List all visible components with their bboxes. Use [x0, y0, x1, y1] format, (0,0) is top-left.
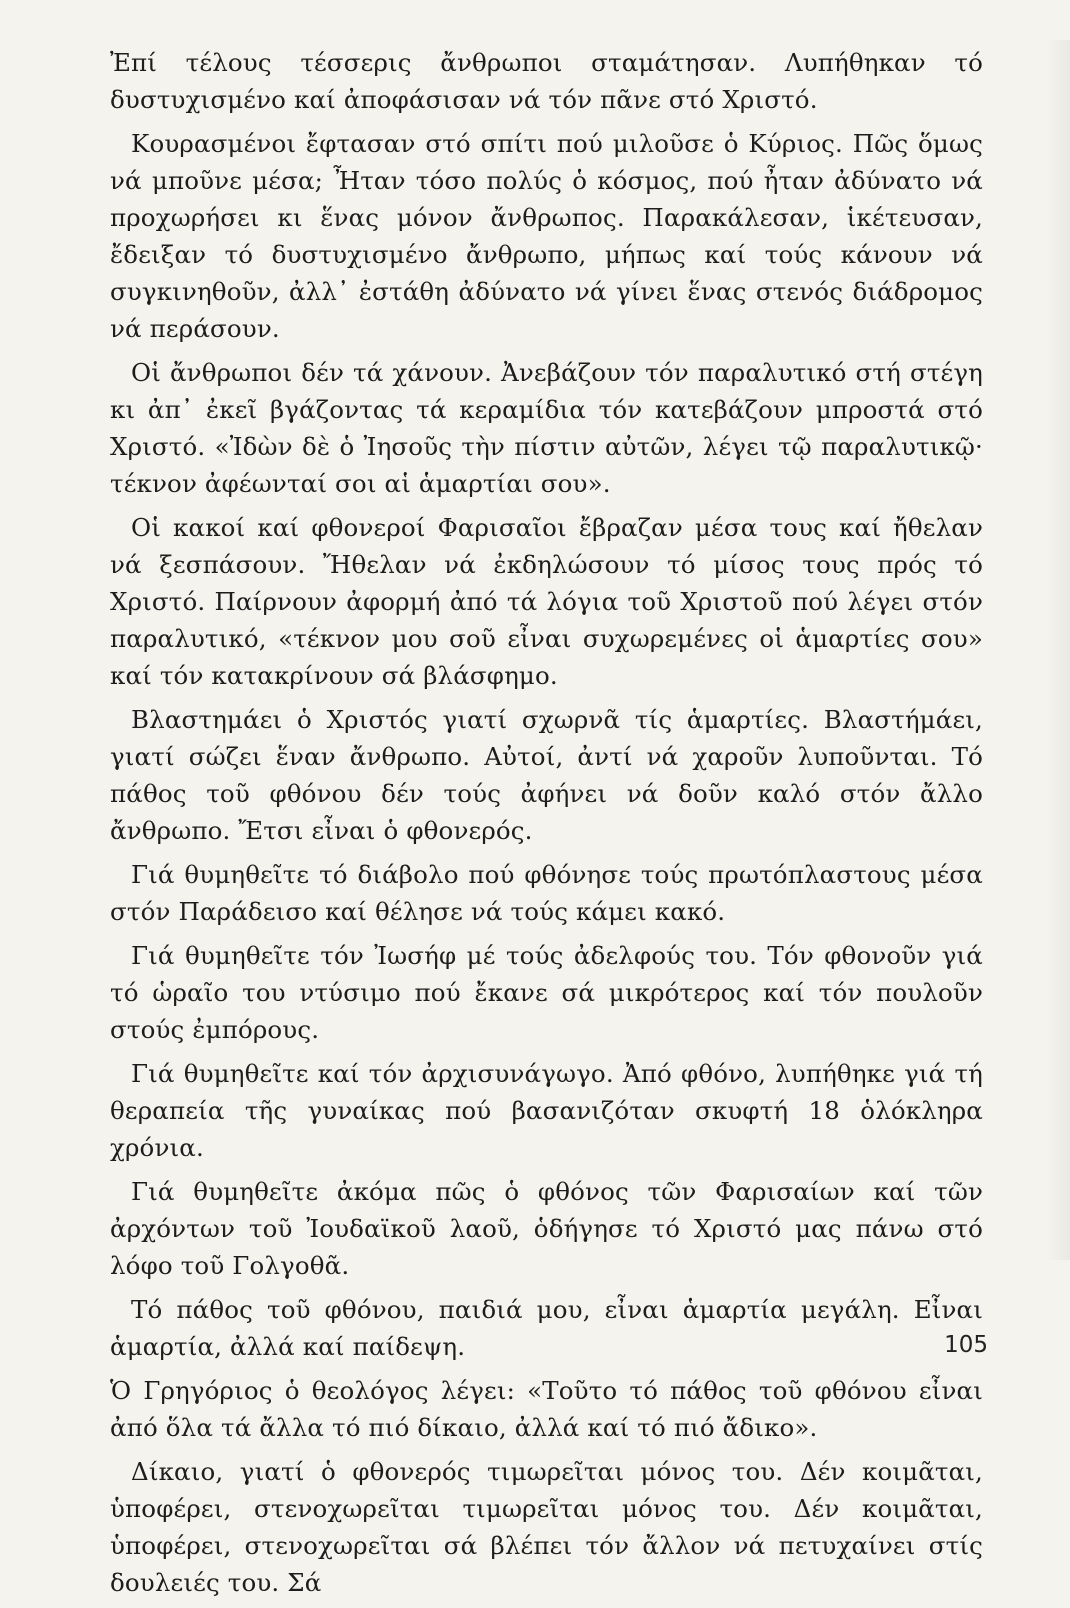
- paragraph: Κουρασμένοι ἔφτασαν στό σπίτι πού μιλοῦσε ὁ Κύριος. Πῶς ὅμως νά μποῦνε μέσα; Ἦταν τόσο πολύς ὁ κόσμος, πού ἦταν ἀδύνατο νά προχωρήσει κι ἕνας μόνον ἄνθρωπος. Παρακάλεσαν, ἱκέτευσαν, ἔδειξαν τό δυστυχισμένο ἄνθρωπο, μήπως καί τούς κάνουν νά συγκινηθοῦν, ἀλλ᾽ ἐστάθη ἀδύνατο νά γίνει ἕνας στενός διάδρομος νά περάσουν.: [110, 129, 983, 343]
- body-text: [110, 44, 983, 1608]
- paragraph: Τό πάθος τοῦ φθόνου, παιδιά μου, εἶναι ἁμαρτία μεγάλη. Εἶναι ἁμαρτία, ἀλλά καί παίδεψη.: [110, 1295, 983, 1361]
- paragraph: Οἱ κακοί καί φθονεροί Φαρισαῖοι ἔβραζαν μέσα τους καί ἤθελαν νά ξεσπάσουν. Ἤθελαν νά ἐκδηλώσουν τό μίσος τους πρός τό Χριστό. Παίρνουν ἀφορμή ἀπό τά λόγια τοῦ Χριστοῦ πού λέγει στόν παραλυτικό, «τέκνον μου σοῦ εἶναι συχωρεμένες οἱ ἁμαρτίες σου» καί τόν κατακρίνουν σά βλάσφημο.: [110, 513, 983, 690]
- paragraph: Γιά θυμηθεῖτε ἀκόμα πῶς ὁ φθόνος τῶν Φαρισαίων καί τῶν ἀρχόντων τοῦ Ἰουδαϊκοῦ λαοῦ, ὁδήγησε τό Χριστό μας πάνω στό λόφο τοῦ Γολγοθᾶ.: [110, 1177, 983, 1280]
- page-number: 105: [944, 1332, 988, 1358]
- paragraph: Οἱ ἄνθρωποι δέν τά χάνουν. Ἀνεβάζουν τόν παραλυτικό στή στέγη κι ἀπ᾽ ἐκεῖ βγάζοντας τά κεραμίδια τόν κατεβάζουν μπροστά στό Χριστό. «Ἰδὼν δὲ ὁ Ἰησοῦς τὴν πίστιν αὐτῶν, λέγει τῷ παραλυτικῷ· τέκνον ἀφέωνταί σοι αἱ ἁμαρτίαι σου».: [110, 358, 983, 498]
- page-edge-shadow: [1048, 40, 1070, 1260]
- paragraph: Ἐπί τέλους τέσσερις ἄνθρωποι σταμάτησαν. Λυπήθηκαν τό δυστυχισμένο καί ἀποφάσισαν νά τόν πᾶνε στό Χριστό.: [110, 48, 983, 114]
- paragraph: Γιά θυμηθεῖτε τό διάβολο πού φθόνησε τούς πρωτόπλαστους μέσα στόν Παράδεισο καί θέλησε νά τούς κάμει κακό.: [110, 860, 983, 926]
- paragraph: Βλαστημάει ὁ Χριστός γιατί σχωρνᾶ τίς ἁμαρτίες. Βλαστήμάει, γιατί σώζει ἕναν ἄνθρωπο. Αὐτοί, ἀντί νά χαροῦν λυποῦνται. Τό πάθος τοῦ φθόνου δέν τούς ἀφήνει νά δοῦν καλό στόν ἄλλο ἄνθρωπο. Ἔτσι εἶναι ὁ φθονερός.: [110, 705, 983, 845]
- paragraph: Δίκαιο, γιατί ὁ φθονερός τιμωρεῖται μόνος του. Δέν κοιμᾶται, ὑποφέρει, στενοχωρεῖται τιμωρεῖται μόνος του. Δέν κοιμᾶται, ὑποφέρει, στενοχωρεῖται σά βλέπει τόν ἄλλον νά πετυχαίνει στίς δουλειές του. Σά: [110, 1457, 983, 1597]
- paragraph: Γιά θυμηθεῖτε τόν Ἰωσήφ μέ τούς ἀδελφούς του. Τόν φθονοῦν γιά τό ὡραῖο του ντύσιμο πού ἔκανε σά μικρότερος καί τόν πουλοῦν στούς ἐμπόρους.: [110, 941, 983, 1044]
- paragraph: Ὁ Γρηγόριος ὁ θεολόγος λέγει: «Τοῦτο τό πάθος τοῦ φθόνου εἶναι ἀπό ὅλα τά ἄλλα τό πιό δίκαιο, ἀλλά καί τό πιό ἄδικο».: [110, 1376, 983, 1442]
- paragraph: Γιά θυμηθεῖτε καί τόν ἀρχισυνάγωγο. Ἀπό φθόνο, λυπήθηκε γιά τή θεραπεία τῆς γυναίκας πού βασανιζόταν σκυφτή 18 ὁλόκληρα χρόνια.: [110, 1059, 983, 1162]
